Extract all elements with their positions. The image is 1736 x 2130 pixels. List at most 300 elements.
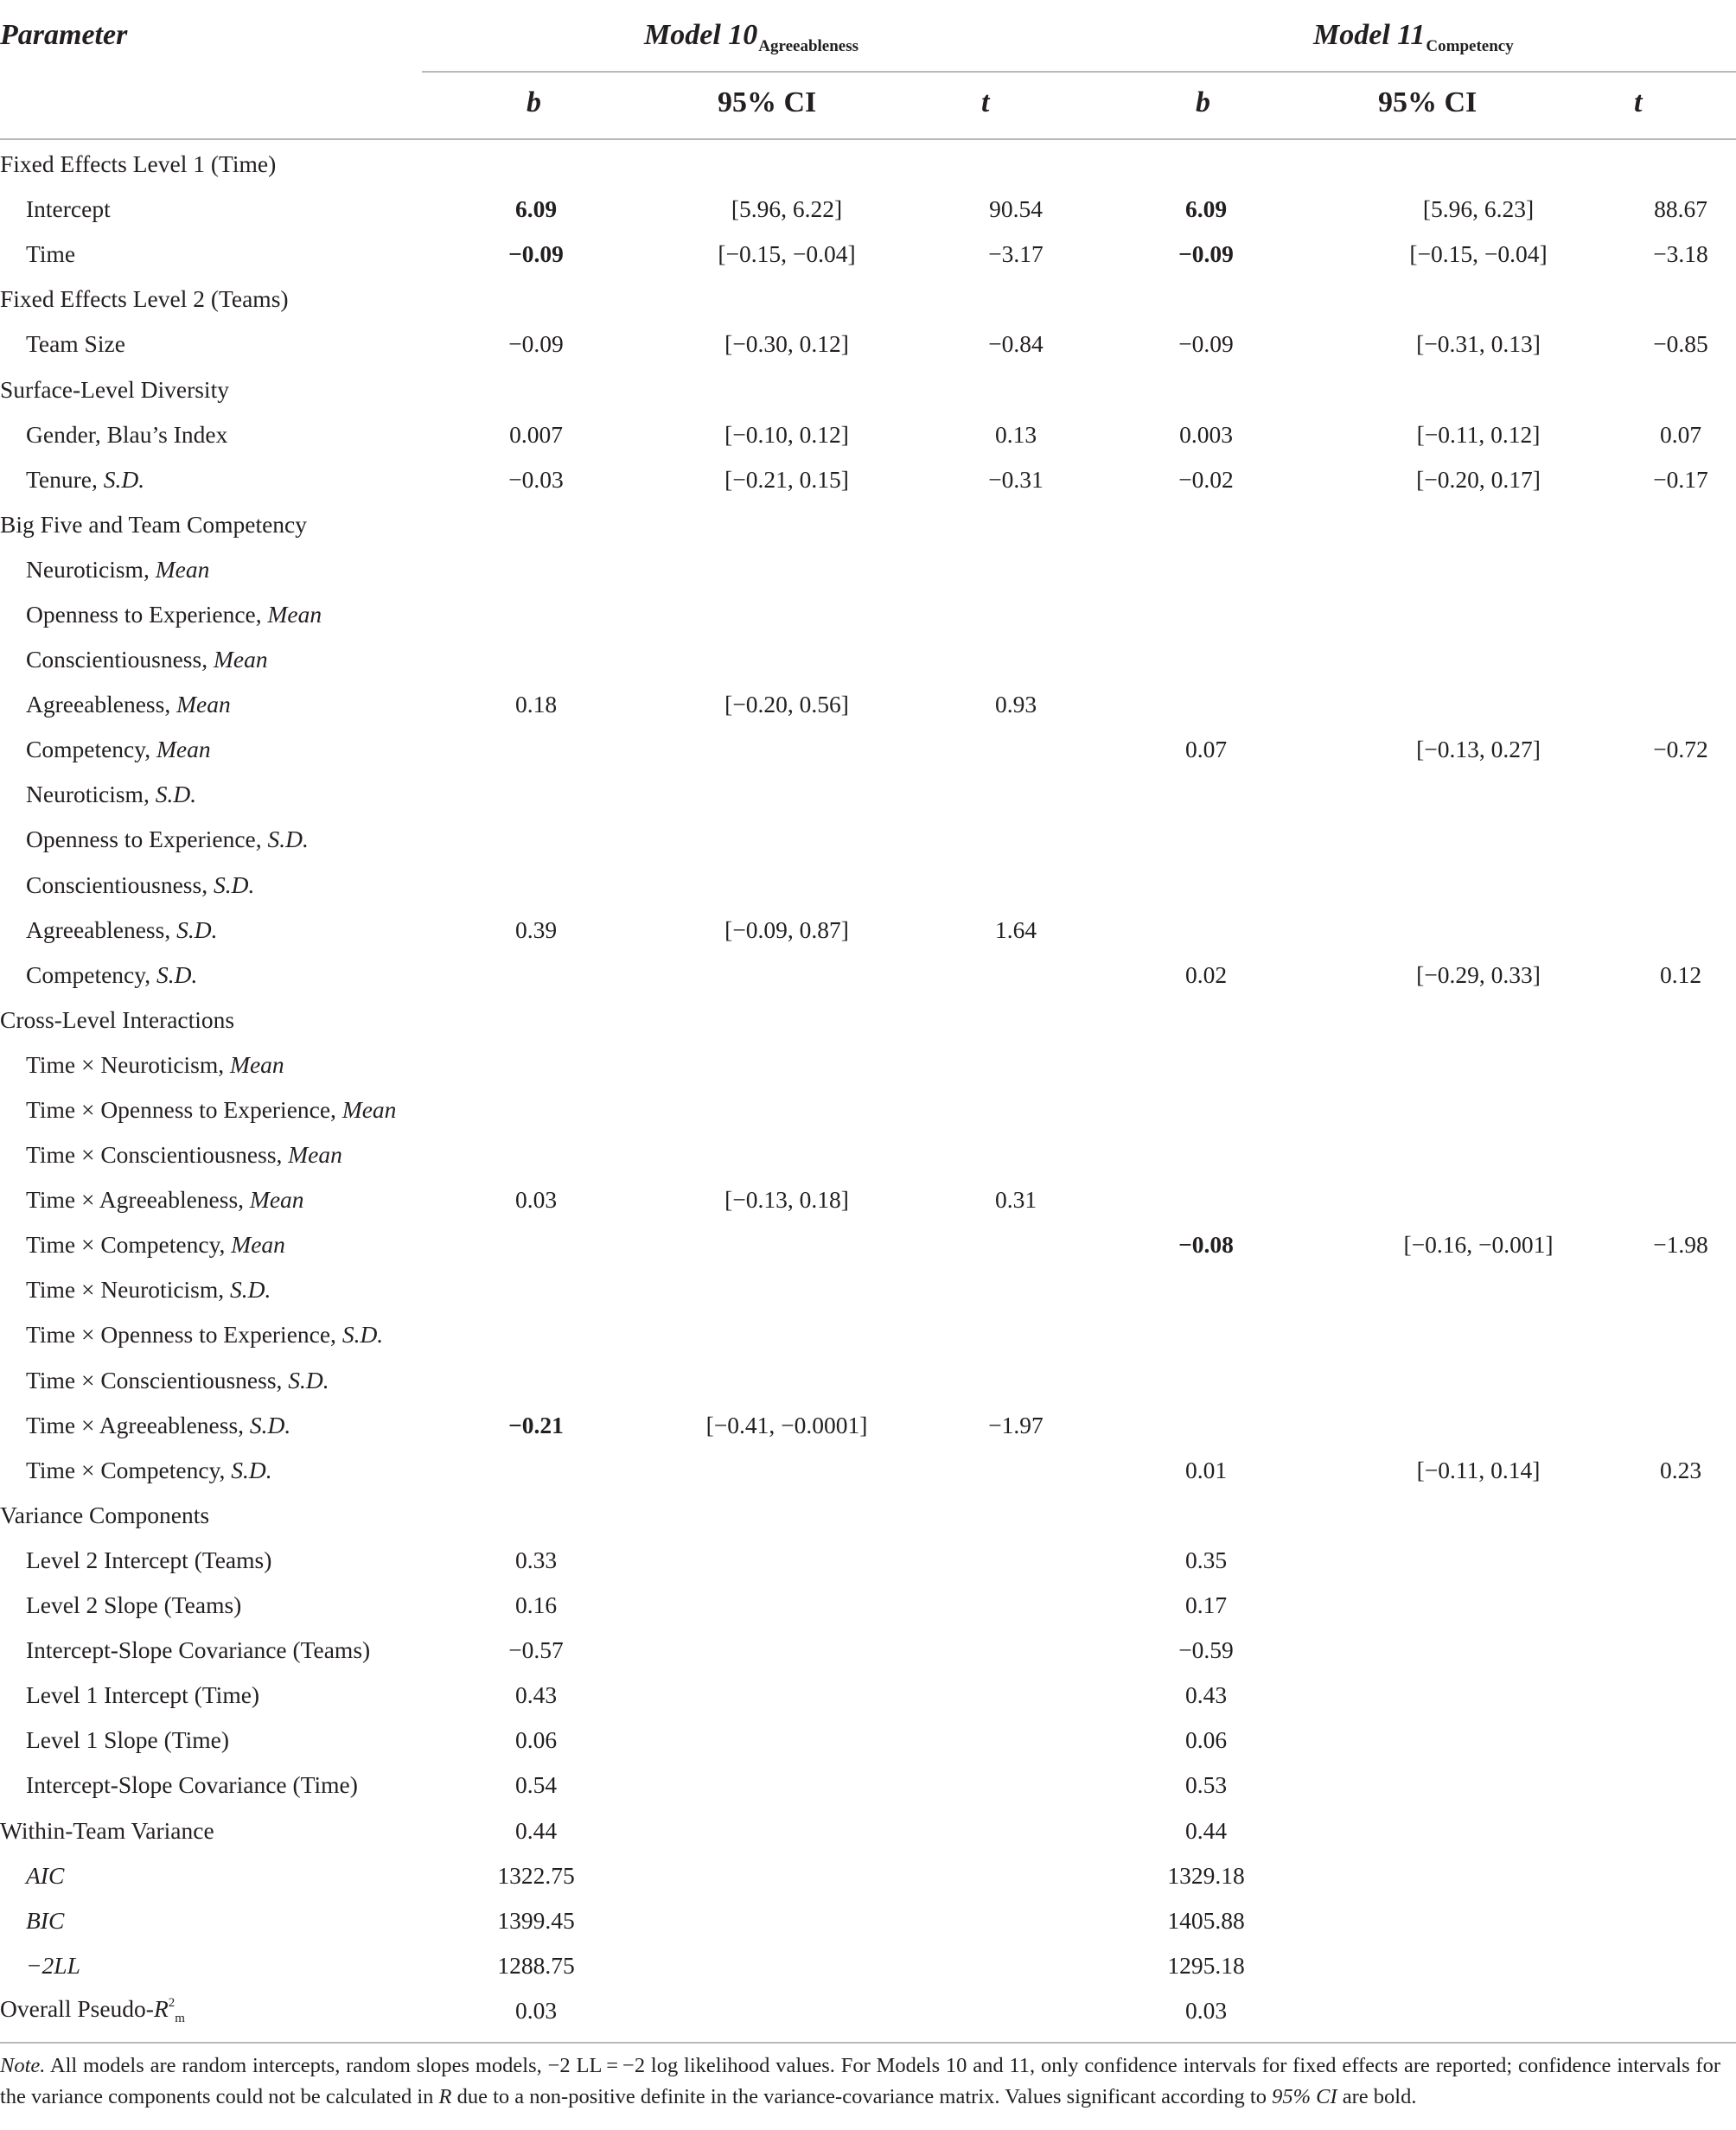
cell-b-model-11: −0.59: [1178, 1636, 1234, 1664]
cell-t-model-11: [1625, 1132, 1736, 1177]
cell-t-model-11: −3.18: [1653, 240, 1708, 268]
cell-ci-model-10: [−0.10, 0.12]: [724, 420, 849, 448]
cell-b-model-11: −0.09: [1178, 330, 1234, 358]
cell-ci-model-11: [1331, 1087, 1625, 1132]
cell-b-model-10: [450, 637, 622, 682]
cell-b-model-11: [1081, 1358, 1331, 1403]
cell-ci-model-10: [622, 367, 951, 411]
cell-t-model-11: −0.17: [1653, 465, 1708, 493]
cell-t-model-10: [951, 1673, 1081, 1718]
cell-ci-model-10: [622, 1943, 951, 1988]
table-row: [0, 1538, 1736, 1583]
cell-ci-model-10: [622, 1583, 951, 1628]
cell-t-model-10: [951, 1538, 1081, 1583]
cell-ci-model-11: [−0.13, 0.27]: [1416, 736, 1541, 763]
table-row: [0, 502, 1736, 547]
cell-t-model-10: [951, 1718, 1081, 1763]
cell-ci-model-11: [1331, 1358, 1625, 1403]
cell-ci-model-10: [622, 502, 951, 547]
cell-ci-model-10: [622, 1853, 951, 1898]
header-parameter: Parameter: [0, 19, 128, 51]
cell-ci-model-10: [622, 1222, 951, 1267]
cell-b-model-10: [450, 547, 622, 592]
cell-ci-model-10: [622, 1493, 951, 1538]
row-label: Fixed Effects Level 2 (Teams): [0, 285, 289, 313]
cell-ci-model-11: [1331, 1988, 1625, 2033]
table-row: [0, 1763, 1736, 1808]
cell-b-model-10: −0.09: [508, 240, 564, 268]
cell-t-model-10: [951, 1493, 1081, 1538]
table-row: [0, 817, 1736, 862]
header-model-11: Model $11_{Competency}$: [1313, 19, 1514, 55]
table-row: [0, 412, 1736, 457]
table-row: [0, 1988, 1736, 2033]
cell-b-model-11: 0.53: [1184, 1771, 1228, 1799]
cell-t-model-10: 0.31: [994, 1186, 1037, 1214]
cell-ci-model-11: [1331, 1718, 1625, 1763]
cell-b-model-10: 0.43: [514, 1681, 558, 1709]
cell-ci-model-11: [1331, 1267, 1625, 1312]
row-label: Level 1 Slope (Time): [26, 1726, 229, 1754]
cell-b-model-10: [450, 1358, 622, 1403]
cell-t-model-11: [1625, 817, 1736, 862]
table-row: [0, 1673, 1736, 1718]
cell-t-model-11: [1625, 592, 1736, 637]
header-model-10-subscript: Agreeableness: [758, 37, 859, 55]
cell-ci-model-11: [−0.20, 0.17]: [1416, 465, 1541, 493]
cell-b-model-11: 0.01: [1184, 1456, 1228, 1483]
cell-t-model-11: [1625, 502, 1736, 547]
cell-ci-model-10: [622, 998, 951, 1043]
cell-ci-model-10: [622, 1312, 951, 1357]
cell-ci-model-10: [622, 817, 951, 862]
cell-t-model-10: −0.31: [988, 465, 1044, 493]
cell-b-model-11: [1081, 863, 1331, 908]
cell-ci-model-10: [622, 547, 951, 592]
cell-ci-model-10: [622, 142, 951, 187]
cell-b-model-11: [1081, 1267, 1331, 1312]
cell-b-model-10: [450, 277, 622, 322]
table-row: [0, 1493, 1736, 1538]
table-row: [0, 1448, 1736, 1493]
table-header: [0, 0, 1736, 142]
cell-b-model-11: 0.35: [1184, 1546, 1228, 1573]
row-label: Competency, S.D.: [26, 960, 198, 988]
cell-ci-model-11: [1331, 817, 1625, 862]
cell-b-model-11: 1295.18: [1167, 1951, 1245, 1979]
cell-ci-model-10: [5.96, 6.22]: [731, 195, 843, 223]
header-ci-model-11: 95% CI: [1378, 86, 1478, 118]
header-t-model-11: t: [1634, 86, 1643, 118]
cell-b-model-10: −0.21: [508, 1411, 564, 1438]
cell-t-model-11: [1625, 1358, 1736, 1403]
cell-b-model-10: [450, 1312, 622, 1357]
cell-t-model-11: [1625, 1177, 1736, 1222]
cell-t-model-10: 0.93: [994, 691, 1037, 718]
cell-ci-model-10: [622, 277, 951, 322]
cell-b-model-11: [1081, 908, 1331, 953]
cell-b-model-10: [450, 592, 622, 637]
cell-b-model-11: [1081, 1087, 1331, 1132]
cell-t-model-11: −0.72: [1653, 736, 1708, 763]
cell-t-model-11: 0.07: [1659, 420, 1702, 448]
row-label: Variance Components: [0, 1501, 210, 1528]
row-label: BIC: [26, 1906, 65, 1934]
row-label: Team Size: [26, 330, 125, 358]
cell-ci-model-11: [1331, 1673, 1625, 1718]
cell-t-model-10: [951, 953, 1081, 998]
table-row: [0, 772, 1736, 817]
cell-ci-model-10: [622, 953, 951, 998]
cell-ci-model-11: [1331, 1312, 1625, 1357]
cell-ci-model-11: [1331, 547, 1625, 592]
table-row: [0, 277, 1736, 322]
table-row: [0, 953, 1736, 998]
cell-t-model-11: [1625, 1583, 1736, 1628]
row-label: Intercept: [26, 195, 111, 223]
cell-b-model-11: [1081, 1043, 1331, 1087]
header-ci-model-10: 95% CI: [718, 86, 817, 118]
cell-ci-model-11: [1331, 1043, 1625, 1087]
row-label: Intercept-Slope Covariance (Time): [26, 1771, 358, 1799]
cell-t-model-10: −1.97: [988, 1411, 1044, 1438]
cell-ci-model-11: [1331, 1853, 1625, 1898]
row-label: Surface-Level Diversity: [0, 375, 229, 403]
cell-b-model-11: [1081, 502, 1331, 547]
cell-t-model-10: [951, 1448, 1081, 1493]
cell-b-model-11: [1081, 998, 1331, 1043]
cell-t-model-10: [951, 1583, 1081, 1628]
cell-b-model-11: 1329.18: [1167, 1861, 1245, 1889]
cell-ci-model-11: [1331, 277, 1625, 322]
note-lead: Note.: [0, 2054, 46, 2077]
cell-b-model-10: [450, 1493, 622, 1538]
cell-b-model-10: [450, 998, 622, 1043]
row-label: Level 1 Intercept (Time): [26, 1681, 260, 1709]
table-row: [0, 1583, 1736, 1628]
cell-ci-model-11: [1331, 1898, 1625, 1943]
table-note: Note. All models are random intercepts, random slopes models, −2 LL = −2 log likelihood values. For Models 10 and 11, only confidence intervals for fixed effects are reported; confidence intervals for the variance components could not be calculated in R due to a non-positive definite in the variance-covariance matrix. Values significant according to 95% CI are bold.: [0, 2054, 1720, 2108]
cell-ci-model-10: [−0.13, 0.18]: [724, 1186, 849, 1214]
row-label: Time × Openness to Experience, Mean: [26, 1096, 397, 1124]
cell-t-model-10: [951, 367, 1081, 411]
cell-ci-model-11: [1331, 1177, 1625, 1222]
cell-ci-model-11: [1331, 1763, 1625, 1808]
row-label: Time × Neuroticism, S.D.: [26, 1276, 271, 1304]
cell-t-model-10: 0.13: [994, 420, 1037, 448]
cell-b-model-10: [450, 502, 622, 547]
cell-b-model-10: 0.03: [514, 1186, 558, 1214]
cell-b-model-10: 0.44: [514, 1816, 558, 1844]
header-b-model-11: b: [1196, 86, 1210, 118]
row-label: Time × Neuroticism, Mean: [26, 1050, 284, 1078]
cell-t-model-11: 88.67: [1654, 195, 1707, 223]
table-row: [0, 1358, 1736, 1403]
table-row: [0, 1177, 1736, 1222]
cell-ci-model-10: [622, 1132, 951, 1177]
cell-b-model-11: [1081, 682, 1331, 727]
cell-t-model-10: [951, 502, 1081, 547]
row-label: Openness to Experience, S.D.: [26, 826, 309, 853]
row-label: Fixed Effects Level 1 (Time): [0, 150, 277, 178]
cell-b-model-10: −0.09: [508, 330, 564, 358]
cell-t-model-10: [951, 592, 1081, 637]
cell-t-model-10: [951, 772, 1081, 817]
row-label: Agreeableness, Mean: [26, 691, 231, 718]
cell-ci-model-11: [−0.29, 0.33]: [1416, 960, 1541, 988]
cell-b-model-10: −0.03: [508, 465, 564, 493]
row-label: Openness to Experience, Mean: [26, 600, 322, 628]
table-row: [0, 1898, 1736, 1943]
cell-b-model-11: 0.02: [1184, 960, 1228, 988]
cell-b-model-11: 0.07: [1184, 736, 1228, 763]
table-row: [0, 457, 1736, 502]
cell-t-model-11: [1625, 1898, 1736, 1943]
cell-t-model-10: [951, 1988, 1081, 2033]
cell-t-model-11: −1.98: [1653, 1231, 1708, 1259]
cell-ci-model-11: [1331, 908, 1625, 953]
table-row: [0, 1853, 1736, 1898]
cell-t-model-10: [951, 1087, 1081, 1132]
cell-t-model-11: [1625, 1763, 1736, 1808]
cell-b-model-11: 0.17: [1184, 1591, 1228, 1619]
cell-ci-model-11: [1331, 1583, 1625, 1628]
cell-t-model-10: −0.84: [988, 330, 1044, 358]
table-row: [0, 1043, 1736, 1087]
cell-b-model-10: [450, 863, 622, 908]
row-label: AIC: [26, 1861, 65, 1889]
cell-b-model-10: [450, 1087, 622, 1132]
cell-b-model-11: 0.43: [1184, 1681, 1228, 1709]
cell-t-model-11: [1625, 277, 1736, 322]
row-label: Neuroticism, S.D.: [26, 781, 197, 808]
cell-ci-model-11: [1331, 637, 1625, 682]
cell-t-model-10: [951, 1312, 1081, 1357]
table-row: [0, 1312, 1736, 1357]
row-label: Time × Agreeableness, S.D.: [26, 1411, 291, 1438]
cell-b-model-11: [1081, 142, 1331, 187]
cell-t-model-11: [1625, 1538, 1736, 1583]
table-row: [0, 727, 1736, 772]
cell-t-model-11: [1625, 1808, 1736, 1853]
cell-t-model-11: [1625, 1312, 1736, 1357]
cell-t-model-10: −3.17: [988, 240, 1044, 268]
cell-b-model-11: −0.02: [1178, 465, 1234, 493]
cell-b-model-11: 6.09: [1184, 195, 1228, 223]
cell-t-model-11: [1625, 1087, 1736, 1132]
cell-b-model-11: [1081, 1132, 1331, 1177]
cell-b-model-10: 0.16: [514, 1591, 558, 1619]
cell-ci-model-10: [−0.20, 0.56]: [724, 691, 849, 718]
cell-ci-model-11: [1331, 1538, 1625, 1583]
cell-b-model-10: [450, 817, 622, 862]
cell-b-model-11: 1405.88: [1167, 1906, 1245, 1934]
cell-ci-model-11: [1331, 1132, 1625, 1177]
cell-t-model-10: 1.64: [994, 915, 1037, 943]
table-row: [0, 142, 1736, 187]
cell-ci-model-10: [622, 1448, 951, 1493]
cell-t-model-10: [951, 1898, 1081, 1943]
cell-t-model-11: 0.23: [1659, 1456, 1702, 1483]
cell-b-model-10: 0.007: [509, 420, 563, 448]
cell-b-model-10: 0.54: [514, 1771, 558, 1799]
cell-b-model-11: [1081, 637, 1331, 682]
row-label: Gender, Blau’s Index: [26, 420, 228, 448]
table-row: [0, 1087, 1736, 1132]
cell-ci-model-10: [−0.41, −0.0001]: [705, 1411, 868, 1438]
cell-ci-model-11: [1331, 502, 1625, 547]
row-label: Intercept-Slope Covariance (Teams): [26, 1636, 371, 1664]
row-label: Level 2 Slope (Teams): [26, 1591, 242, 1619]
cell-ci-model-11: [1331, 1628, 1625, 1673]
header-model-11-subscript: Competency: [1426, 37, 1514, 55]
cell-b-model-10: [450, 953, 622, 998]
row-label: Competency, Mean: [26, 736, 211, 763]
cell-ci-model-10: [622, 1988, 951, 2033]
cell-ci-model-10: [622, 1267, 951, 1312]
cell-ci-model-10: [622, 772, 951, 817]
cell-b-model-11: [1081, 1493, 1331, 1538]
cell-t-model-11: [1625, 1673, 1736, 1718]
row-label: Within-Team Variance: [0, 1816, 214, 1844]
table-row: [0, 682, 1736, 727]
row-label: Time × Competency, Mean: [26, 1231, 285, 1259]
row-label: Overall Pseudo-$R^2_m$: [0, 1994, 185, 2025]
cell-t-model-11: [1625, 682, 1736, 727]
row-label: Time × Agreeableness, Mean: [26, 1186, 304, 1214]
cell-ci-model-10: [622, 1808, 951, 1853]
cell-t-model-10: [951, 1043, 1081, 1087]
cell-ci-model-11: [1331, 682, 1625, 727]
cell-ci-model-10: [622, 1763, 951, 1808]
cell-ci-model-10: [−0.09, 0.87]: [724, 915, 849, 943]
cell-ci-model-10: [−0.15, −0.04]: [718, 240, 856, 268]
row-label: Big Five and Team Competency: [0, 510, 308, 538]
row-label: Level 2 Intercept (Teams): [26, 1546, 272, 1573]
cell-b-model-10: [450, 1132, 622, 1177]
cell-b-model-10: 1288.75: [497, 1951, 575, 1979]
cell-t-model-11: [1625, 1267, 1736, 1312]
row-label: Time × Openness to Experience, S.D.: [26, 1321, 384, 1349]
cell-t-model-10: [951, 1222, 1081, 1267]
header-b-model-10: b: [527, 86, 541, 118]
cell-ci-model-10: [622, 1628, 951, 1673]
cell-ci-model-10: [−0.21, 0.15]: [724, 465, 849, 493]
row-label: Neuroticism, Mean: [26, 555, 210, 583]
cell-t-model-10: [951, 1267, 1081, 1312]
cell-b-model-11: [1081, 772, 1331, 817]
cell-ci-model-10: [622, 1538, 951, 1583]
row-label: Cross-Level Interactions: [0, 1005, 235, 1033]
cell-t-model-11: [1625, 908, 1736, 953]
table-row: [0, 1222, 1736, 1267]
cell-ci-model-10: [622, 1087, 951, 1132]
results-table: [0, 142, 1736, 2033]
cell-b-model-10: 0.06: [514, 1726, 558, 1754]
cell-b-model-11: −0.09: [1178, 240, 1234, 268]
cell-t-model-11: [1625, 1943, 1736, 1988]
cell-t-model-10: [951, 998, 1081, 1043]
cell-ci-model-11: [1331, 1403, 1625, 1448]
cell-b-model-10: [450, 772, 622, 817]
cell-b-model-11: [1081, 1312, 1331, 1357]
cell-t-model-11: [1625, 547, 1736, 592]
cell-t-model-10: [951, 1628, 1081, 1673]
cell-t-model-10: [951, 1853, 1081, 1898]
cell-b-model-11: [1081, 547, 1331, 592]
cell-t-model-11: [1625, 367, 1736, 411]
row-label: Time × Conscientiousness, S.D.: [26, 1366, 329, 1393]
header-bottom-rule: [0, 138, 1736, 140]
table-bottom-rule: [0, 2042, 1736, 2044]
cell-b-model-10: [450, 1267, 622, 1312]
cell-t-model-11: 0.12: [1659, 960, 1702, 988]
cell-b-model-11: [1081, 367, 1331, 411]
cell-ci-model-11: [1331, 367, 1625, 411]
table-row: [0, 1267, 1736, 1312]
table-row: [0, 1403, 1736, 1448]
cell-t-model-10: [951, 727, 1081, 772]
cell-b-model-11: [1081, 592, 1331, 637]
cell-t-model-11: [1625, 1628, 1736, 1673]
row-label: Agreeableness, S.D.: [26, 915, 218, 943]
cell-t-model-11: [1625, 637, 1736, 682]
cell-b-model-11: 0.44: [1184, 1816, 1228, 1844]
cell-b-model-10: 0.18: [514, 691, 558, 718]
cell-b-model-10: 0.39: [514, 915, 558, 943]
cell-ci-model-11: [−0.11, 0.14]: [1416, 1456, 1541, 1483]
header-t-model-10: t: [981, 86, 990, 118]
table-row: [0, 187, 1736, 232]
cell-b-model-11: 0.06: [1184, 1726, 1228, 1754]
row-label: Time: [26, 240, 76, 268]
cell-t-model-11: [1625, 772, 1736, 817]
row-label: −2LL: [26, 1951, 80, 1979]
table-row: [0, 547, 1736, 592]
cell-b-model-10: 0.33: [514, 1546, 558, 1573]
cell-t-model-10: [951, 277, 1081, 322]
row-label: Time × Competency, S.D.: [26, 1456, 272, 1483]
cell-t-model-10: [951, 1763, 1081, 1808]
cell-b-model-10: [450, 1043, 622, 1087]
cell-ci-model-10: [622, 1358, 951, 1403]
cell-ci-model-10: [622, 1043, 951, 1087]
cell-ci-model-11: [1331, 142, 1625, 187]
cell-ci-model-11: [−0.31, 0.13]: [1416, 330, 1541, 358]
cell-b-model-11: [1081, 817, 1331, 862]
cell-t-model-11: [1625, 1853, 1736, 1898]
table-row: [0, 637, 1736, 682]
table-row: [0, 1808, 1736, 1853]
cell-b-model-10: [450, 1448, 622, 1493]
cell-b-model-10: [450, 1222, 622, 1267]
table-row: [0, 1628, 1736, 1673]
cell-ci-model-10: [622, 592, 951, 637]
table-row: [0, 998, 1736, 1043]
table-row: [0, 1943, 1736, 1988]
cell-t-model-11: [1625, 863, 1736, 908]
table-row: [0, 322, 1736, 367]
header-spanner-rule: [422, 71, 1736, 73]
table-row: [0, 232, 1736, 277]
cell-ci-model-10: [622, 1673, 951, 1718]
cell-ci-model-10: [−0.30, 0.12]: [724, 330, 849, 358]
row-label: Conscientiousness, S.D.: [26, 870, 255, 898]
cell-t-model-11: [1625, 998, 1736, 1043]
row-label: Conscientiousness, Mean: [26, 646, 268, 673]
cell-t-model-11: [1625, 1043, 1736, 1087]
table-row: [0, 1718, 1736, 1763]
